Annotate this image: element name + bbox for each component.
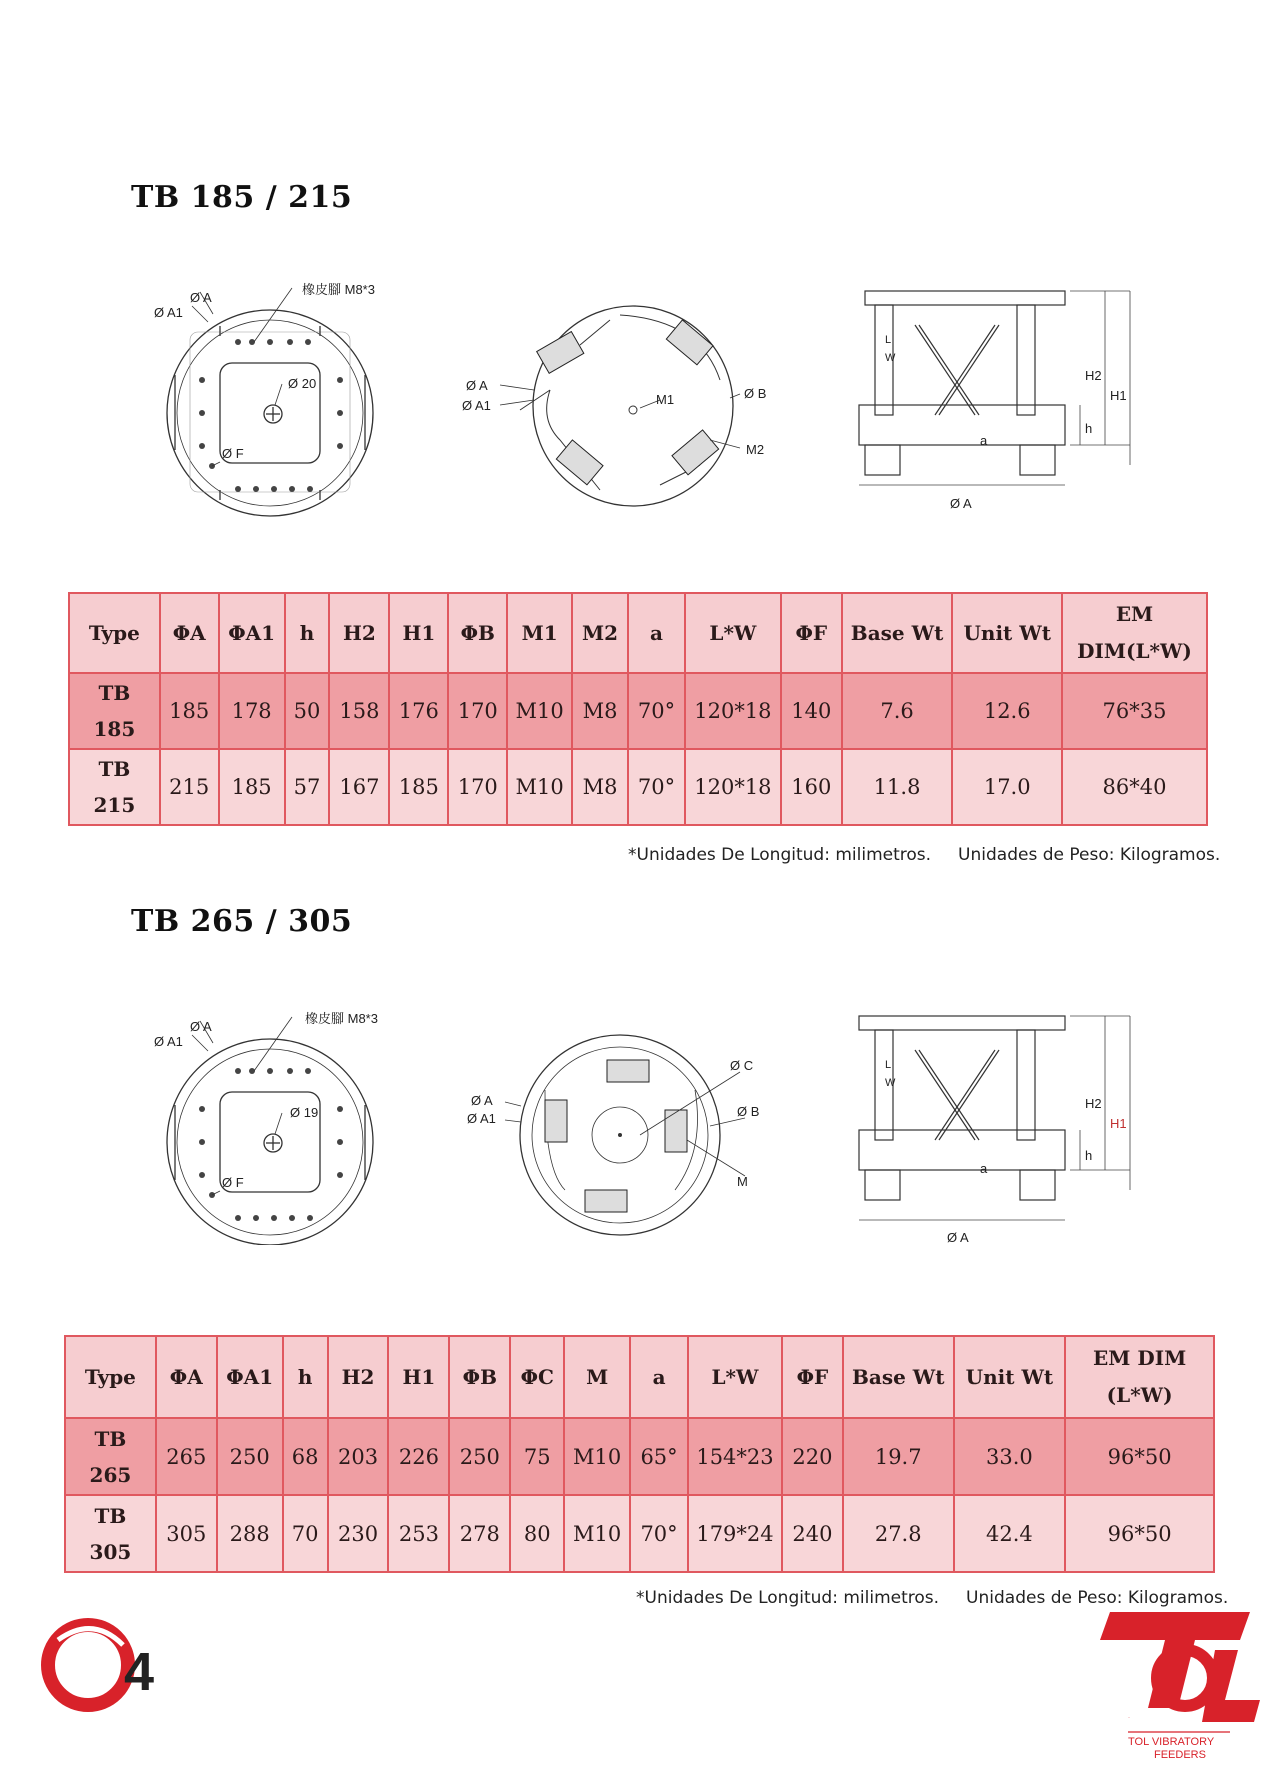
- label-phi-b: Ø B: [744, 386, 767, 401]
- table-header-row: [65, 1336, 1214, 1418]
- table-cell: 96*50: [1065, 1495, 1214, 1572]
- label-center-hole: Ø 20: [288, 376, 317, 391]
- table-row: [65, 1495, 1214, 1572]
- table-cell: 75: [510, 1418, 564, 1495]
- type-cell: TB 185: [69, 673, 160, 749]
- header-cell: Type: [65, 1336, 156, 1418]
- label-rubber-foot: 橡皮腳 M8*3: [302, 282, 375, 297]
- label-a: a: [980, 433, 988, 448]
- table-cell: 80: [510, 1495, 564, 1572]
- label-phi-a1: Ø A1: [154, 1034, 183, 1049]
- header-cell: L*W: [688, 1336, 782, 1418]
- logo-left-text: 4: [124, 1642, 155, 1702]
- table-cell: 265: [156, 1418, 217, 1495]
- table-cell: 70°: [630, 1495, 688, 1572]
- label-m: M: [737, 1174, 748, 1189]
- table-cell: 240: [782, 1495, 843, 1572]
- section-title-tb265-305: TB 265 / 305: [131, 904, 353, 939]
- table-row: [69, 673, 1207, 749]
- label-center-hole: Ø 19: [290, 1105, 319, 1120]
- label-rubber-foot: 橡皮腳 M8*3: [305, 1011, 378, 1026]
- table-cell: 70°: [628, 673, 685, 749]
- table-cell: 176: [389, 673, 448, 749]
- header-cell: ΦA1: [219, 593, 285, 673]
- brand-logo-right: [1090, 1600, 1270, 1775]
- label-w: W: [885, 1077, 896, 1089]
- header-cell: h: [283, 1336, 328, 1418]
- logo-right-text: TOL: [1128, 1718, 1130, 1719]
- header-cell: Unit Wt: [952, 593, 1062, 673]
- label-phi-a1: Ø A1: [467, 1111, 496, 1126]
- label-phi-a: Ø A: [466, 378, 488, 393]
- label-a: a: [980, 1161, 988, 1176]
- header-cell: ΦB: [448, 593, 507, 673]
- label-m2: M2: [746, 442, 765, 457]
- header-cell: H2: [329, 593, 389, 673]
- table-cell: M10: [507, 673, 572, 749]
- table-cell: M8: [572, 749, 628, 825]
- table-cell: 120*18: [685, 673, 781, 749]
- table-cell: M10: [507, 749, 572, 825]
- table-cell: 11.8: [842, 749, 953, 825]
- label-w: W: [885, 352, 896, 364]
- table-cell: 178: [219, 673, 285, 749]
- table-cell: 65°: [630, 1418, 688, 1495]
- spec-table-2: [64, 1335, 1215, 1573]
- header-cell: M2: [572, 593, 628, 673]
- table-cell: 230: [328, 1495, 389, 1572]
- table-cell: 70: [283, 1495, 328, 1572]
- table-cell: 179*24: [688, 1495, 782, 1572]
- table-cell: 203: [328, 1418, 389, 1495]
- table-cell: 12.6: [952, 673, 1062, 749]
- table-cell: 278: [449, 1495, 510, 1572]
- table-cell: M10: [564, 1495, 630, 1572]
- header-cell: Unit Wt: [954, 1336, 1066, 1418]
- header-cell: H1: [389, 593, 448, 673]
- header-cell: ΦF: [782, 1336, 843, 1418]
- label-l: L: [885, 334, 892, 346]
- type-cell: TB 265: [65, 1418, 156, 1495]
- header-cell: ΦB: [449, 1336, 510, 1418]
- table-cell: 76*35: [1062, 673, 1207, 749]
- table-cell: 185: [389, 749, 448, 825]
- label-h2: H2: [1085, 1096, 1102, 1111]
- brand-logo-left: [38, 1610, 178, 1720]
- label-phi-f: Ø F: [222, 446, 244, 461]
- table-cell: 170: [448, 673, 507, 749]
- table-cell: 220: [782, 1418, 843, 1495]
- table-cell: 42.4: [954, 1495, 1066, 1572]
- header-cell-em-dim: EM DIM (L*W): [1065, 1336, 1214, 1418]
- side-view-drawing-2: [845, 1010, 1145, 1250]
- label-h: h: [1085, 1148, 1093, 1163]
- units-note-1: *Unidades De Longitud: milimetros. Unidades de Peso: Kilogramos.: [628, 845, 1221, 865]
- table-cell: 253: [388, 1495, 449, 1572]
- side-view-drawing-1: [845, 285, 1145, 525]
- header-cell: h: [285, 593, 330, 673]
- table-cell: 185: [219, 749, 285, 825]
- table-row: [65, 1418, 1214, 1495]
- section-title-tb185-215: TB 185 / 215: [131, 180, 353, 215]
- header-cell: a: [628, 593, 685, 673]
- table-cell: 17.0: [952, 749, 1062, 825]
- table-cell: 27.8: [843, 1495, 954, 1572]
- label-phi-a: Ø A: [190, 290, 212, 305]
- label-h: h: [1085, 421, 1093, 436]
- header-cell: H2: [328, 1336, 389, 1418]
- label-phi-f: Ø F: [222, 1175, 244, 1190]
- label-m1: M1: [656, 392, 675, 407]
- header-cell-em-dim: EM DIM(L*W): [1062, 593, 1207, 673]
- table-cell: 288: [217, 1495, 283, 1572]
- header-cell: ΦA: [160, 593, 219, 673]
- header-cell: M1: [507, 593, 572, 673]
- label-h1: H1: [1110, 388, 1127, 403]
- table-cell: 68: [283, 1418, 328, 1495]
- table-cell: 250: [449, 1418, 510, 1495]
- table-cell: 305: [156, 1495, 217, 1572]
- table-cell: 160: [781, 749, 842, 825]
- label-phi-a1: Ø A1: [462, 398, 491, 413]
- label-phi-a: Ø A: [947, 1230, 969, 1245]
- table-cell: 185: [160, 673, 219, 749]
- table-cell: 167: [329, 749, 389, 825]
- type-cell: TB 215: [69, 749, 160, 825]
- table-row: [69, 749, 1207, 825]
- table-cell: 215: [160, 749, 219, 825]
- table-cell: 33.0: [954, 1418, 1066, 1495]
- table-cell: 70°: [628, 749, 685, 825]
- table-cell: 154*23: [688, 1418, 782, 1495]
- table-header-row: [69, 593, 1207, 673]
- logo-caption-line1: TOL VIBRATORY: [1128, 1736, 1215, 1748]
- spring-view-drawing-2: [455, 1030, 785, 1240]
- header-cell: H1: [388, 1336, 449, 1418]
- table-cell: 7.6: [842, 673, 953, 749]
- table-cell: M10: [564, 1418, 630, 1495]
- table-cell: 120*18: [685, 749, 781, 825]
- spring-view-drawing-1: [460, 300, 780, 520]
- header-cell: Type: [69, 593, 160, 673]
- header-cell: Base Wt: [843, 1336, 954, 1418]
- table-cell: 250: [217, 1418, 283, 1495]
- spec-table-1: [68, 592, 1208, 826]
- label-phi-a: Ø A: [471, 1093, 493, 1108]
- header-cell: ΦF: [781, 593, 842, 673]
- top-view-drawing-2: [150, 1005, 410, 1245]
- label-phi-b: Ø B: [737, 1104, 760, 1119]
- table-cell: 86*40: [1062, 749, 1207, 825]
- header-cell: ΦA1: [217, 1336, 283, 1418]
- table-cell: 50: [285, 673, 330, 749]
- label-phi-a1: Ø A1: [154, 305, 183, 320]
- top-view-drawing-1: [150, 280, 410, 520]
- label-h2: H2: [1085, 368, 1102, 383]
- header-cell: ΦC: [510, 1336, 564, 1418]
- header-cell: M: [564, 1336, 630, 1418]
- type-cell: TB 305: [65, 1495, 156, 1572]
- label-h1: H1: [1110, 1116, 1127, 1131]
- header-cell: ΦA: [156, 1336, 217, 1418]
- table-cell: 170: [448, 749, 507, 825]
- table-cell: 158: [329, 673, 389, 749]
- header-cell: Base Wt: [842, 593, 953, 673]
- label-phi-c: Ø C: [730, 1058, 754, 1073]
- table-cell: 57: [285, 749, 330, 825]
- logo-caption-line2: FEEDERS: [1154, 1749, 1206, 1761]
- header-cell: a: [630, 1336, 688, 1418]
- header-cell: L*W: [685, 593, 781, 673]
- label-phi-a: Ø A: [950, 496, 972, 511]
- units-note-2: *Unidades De Longitud: milimetros. Unidades de Peso: Kilogramos.: [636, 1588, 1229, 1608]
- table-cell: 19.7: [843, 1418, 954, 1495]
- table-cell: M8: [572, 673, 628, 749]
- table-cell: 226: [388, 1418, 449, 1495]
- label-phi-a: Ø A: [190, 1019, 212, 1034]
- table-cell: 96*50: [1065, 1418, 1214, 1495]
- label-l: L: [885, 1059, 892, 1071]
- table-cell: 140: [781, 673, 842, 749]
